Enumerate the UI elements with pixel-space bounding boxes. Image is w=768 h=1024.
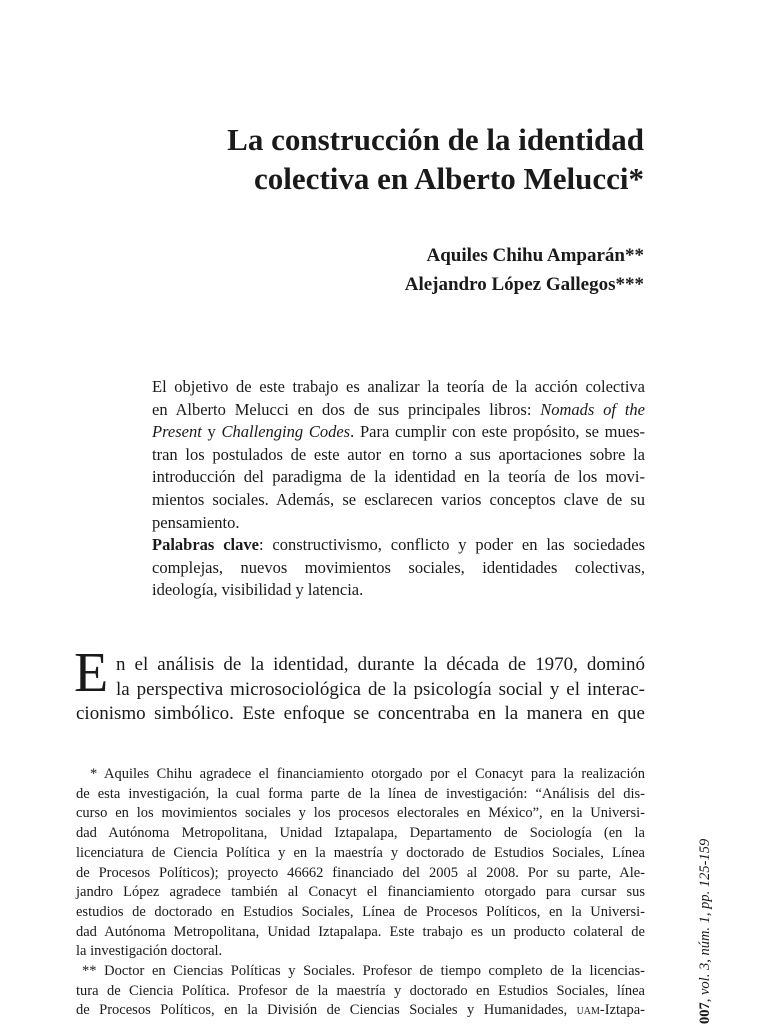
book-title: Present [152, 422, 202, 442]
keywords-line: complejas, nuevos movimientos sociales, identidades colectivas, [152, 557, 645, 577]
body-line: n el análisis de la identidad, durante la década de 1970, dominó [116, 654, 645, 675]
author-name: Aquiles Chihu Amparán** [426, 245, 644, 266]
footnote-line: * Aquiles Chihu agradece el financiamiento otorgado por el Conacyt para la realización [90, 766, 645, 782]
abstract-line [152, 421, 645, 444]
footnote-line: de Procesos Políticos); proyecto 46662 financiado del 2005 al 2008. Por su parte, Ale- [76, 864, 645, 881]
abstract-line [152, 399, 645, 422]
footnote-text: de Procesos Políticos, en la División de Ciencias Sociales y Humanidades, [76, 1002, 577, 1019]
footnote-line: licenciatura de Ciencia Política y en la maestría y doctorado de Estudios Sociales, Línea [76, 844, 645, 861]
drop-cap: E [74, 642, 109, 704]
author-name: Alejandro López Gallegos*** [404, 274, 644, 295]
journal-side-reference [697, 839, 714, 1024]
abstract-line: pensamiento. [152, 512, 240, 532]
footnote-line: dad Autónoma Metropolitana, Unidad Iztapalapa. Este trabajo es un producto colateral de [76, 923, 645, 940]
body-line: cionismo simbólico. Este enfoque se concentraba en la manera en que [76, 703, 645, 724]
keywords-label: Palabras clave [152, 535, 259, 555]
book-title: Challenging Codes [221, 422, 351, 442]
abstract-text: y [201, 422, 222, 442]
footnote-line: dad Autónoma Metropolitana, Unidad Iztapalapa, Departamento de Sociología (en la [76, 825, 645, 842]
footnotes [76, 765, 645, 1021]
abstract-text: en Alberto Melucci en dos de sus principales libros: [152, 399, 541, 419]
author-list [184, 241, 644, 299]
footnote-line [76, 1001, 645, 1021]
footnote-line: curso en los movimientos sociales y los procesos electorales en México”, en la Universi- [76, 805, 645, 822]
year-fragment: 007 [697, 1002, 713, 1024]
title-line-1: La construcción de la identidad [227, 122, 644, 157]
abstract-line: El objetivo de este trabajo es analizar la teoría de la acción colectiva [152, 377, 645, 396]
abstract [152, 376, 645, 602]
institution-abbr: uam [576, 1002, 600, 1019]
keywords-line: ideología, visibilidad y latencia. [152, 580, 364, 600]
abstract-text: . Para cumplir con este propósito, se mues- [350, 422, 645, 442]
abstract-line: mientos sociales. Además, se esclarecen varios conceptos clave de su [152, 489, 645, 509]
abstract-line: introducción del paradigma de la identidad en la teoría de los movi- [152, 467, 645, 487]
volume-pages: , vol. 3, núm. 1, pp. 125-159 [697, 838, 713, 1003]
footnote-line: de esta investigación, la cual forma parte de la línea de investigación: “Análisis del dis- [76, 785, 645, 802]
article-title [84, 120, 644, 198]
body-paragraph [76, 653, 645, 727]
footnote-line: jandro López agradece también al Conacyt el financiamiento otorgado para cursar sus [76, 884, 645, 901]
footnote-line: tura de Ciencia Política. Profesor de la maestría y doctorado en Estudios Sociales, línea [76, 982, 645, 999]
abstract-line: tran los postulados de este autor en torno a sus aportaciones sobre la [152, 444, 645, 464]
footnote-line: estudios de doctorado en Estudios Sociales, Línea de Procesos Políticos, en la Universi- [76, 903, 645, 920]
book-title: Nomads of the [540, 399, 645, 419]
footnote-line: la investigación doctoral. [76, 943, 223, 960]
title-line-2: colectiva en Alberto Melucci* [254, 161, 644, 196]
footnote-line: ** Doctor en Ciencias Políticas y Sociales. Profesor de tiempo completo de la licencias- [82, 963, 645, 980]
body-line: la perspectiva microsociológica de la psicología social y el interac- [116, 678, 645, 700]
keywords-line [152, 534, 645, 557]
footnote-text: -Iztapa- [599, 1002, 645, 1019]
keywords-text: : constructivismo, conflicto y poder en las sociedades [258, 535, 645, 555]
